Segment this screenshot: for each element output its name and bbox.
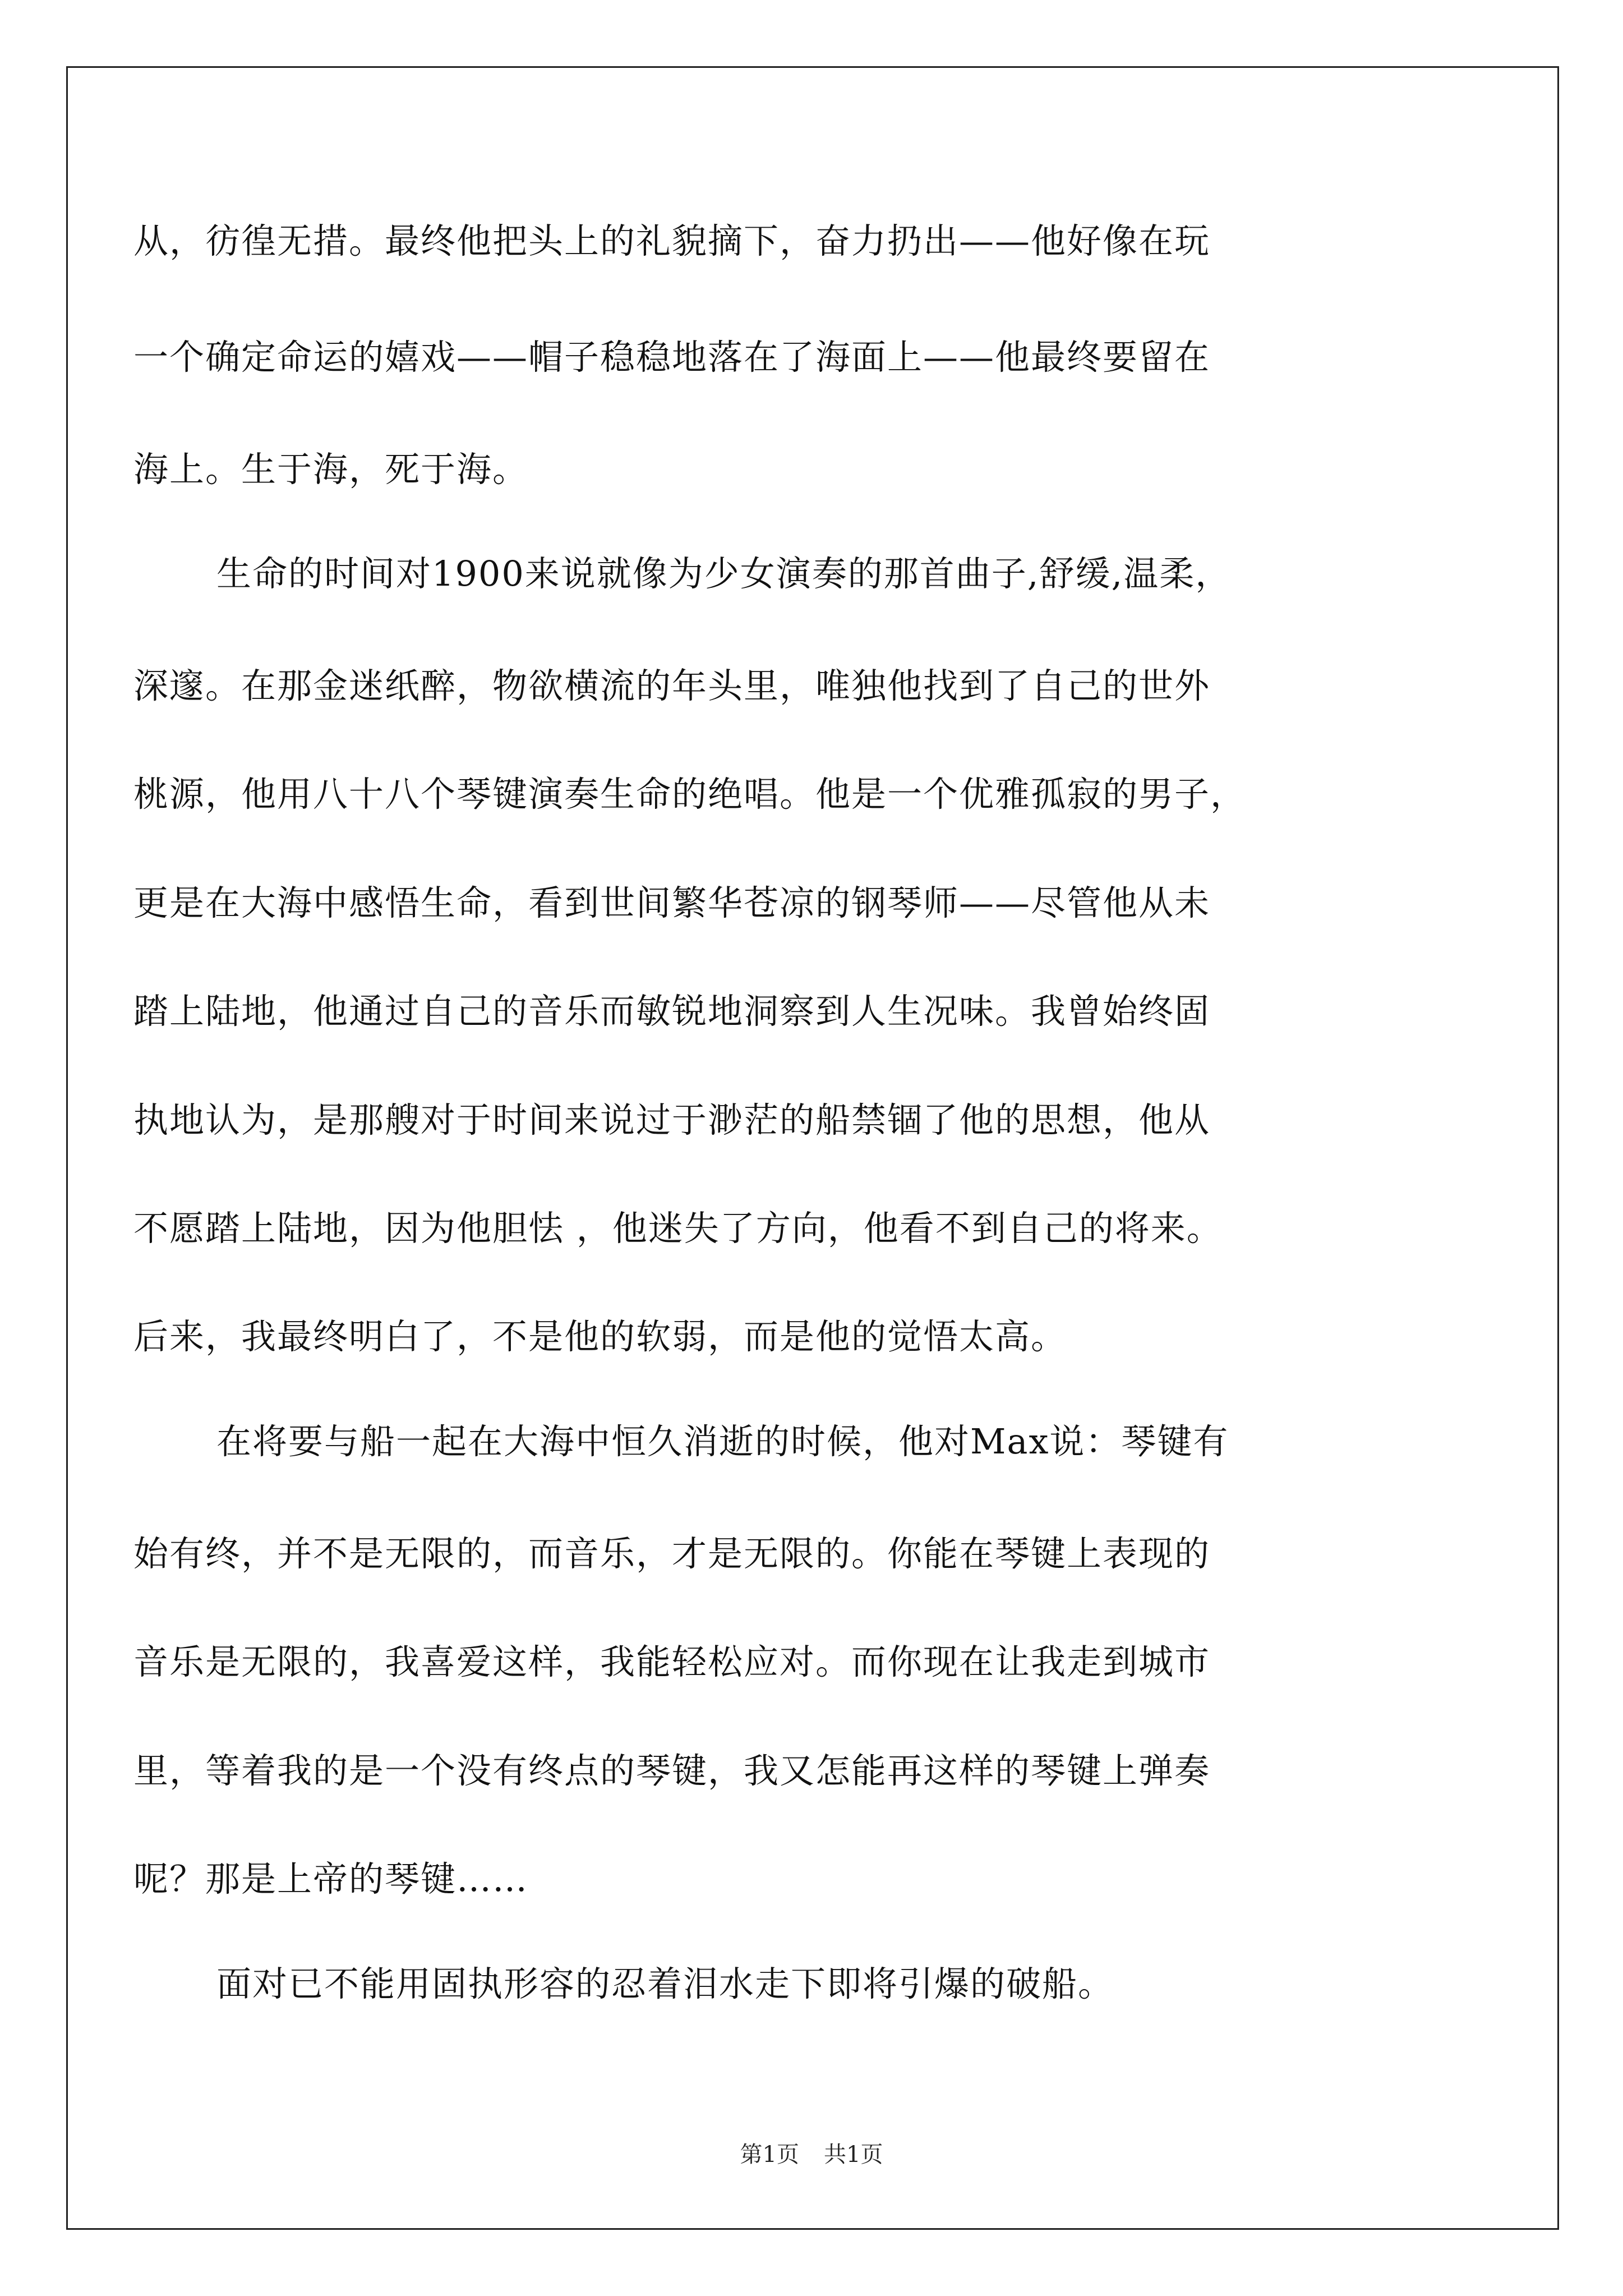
text-line: 呢？那是上帝的琴键…… [133, 1858, 529, 1899]
text-line: 深邃。在那金迷纸醉，物欲横流的年头里，唯独他找到了自己的世外 [133, 665, 1211, 706]
text-line: 踏上陆地，他通过自己的音乐而敏锐地洞察到人生况味。我曾始终固 [133, 991, 1211, 1032]
paragraph-start-line: 生命的时间对1900来说就像为少女演奏的那首曲子,舒缓,温柔， [216, 553, 1232, 594]
text-line: 桃源，他用八十八个琴键演奏生命的绝唱。他是一个优雅孤寂的男子， [133, 774, 1247, 815]
text-line: 后来，我最终明白了，不是他的软弱，而是他的觉悟太高。 [133, 1316, 1067, 1357]
text-line: 不愿踏上陆地，因为他胆怯 ，他迷失了方向，他看不到自己的将来。 [133, 1208, 1223, 1249]
text-line: 海上。生于海，死于海。 [133, 449, 529, 490]
text-line: 里，等着我的是一个没有终点的琴键，我又怎能再这样的琴键上弹奏 [133, 1750, 1211, 1791]
page-number-current: 第1页 [740, 2142, 799, 2168]
text-line: 从，彷徨无措。最终他把头上的礼貌摘下，奋力扔出——他好像在玩 [133, 220, 1211, 261]
text-line: 音乐是无限的，我喜爱这样，我能轻松应对。而你现在让我走到城市 [133, 1641, 1211, 1682]
text-line: 执地认为，是那艘对于时间来说过于渺茫的船禁锢了他的思想，他从 [133, 1099, 1211, 1140]
page-number-total: 共1页 [824, 2142, 883, 2168]
text-line: 更是在大海中感悟生命，看到世间繁华苍凉的钢琴师——尽管他从未 [133, 882, 1211, 923]
text-line: 始有终，并不是无限的，而音乐，才是无限的。你能在琴键上表现的 [133, 1533, 1211, 1574]
page-footer [0, 2141, 1623, 2169]
paragraph-start-line: 在将要与船一起在大海中恒久消逝的时候，他对Max说：琴键有 [216, 1421, 1229, 1462]
page-border [66, 66, 1559, 2230]
paragraph-start-line: 面对已不能用固执形容的忍着泪水走下即将引爆的破船。 [216, 1963, 1114, 2004]
text-line: 一个确定命运的嬉戏——帽子稳稳地落在了海面上——他最终要留在 [133, 337, 1211, 378]
